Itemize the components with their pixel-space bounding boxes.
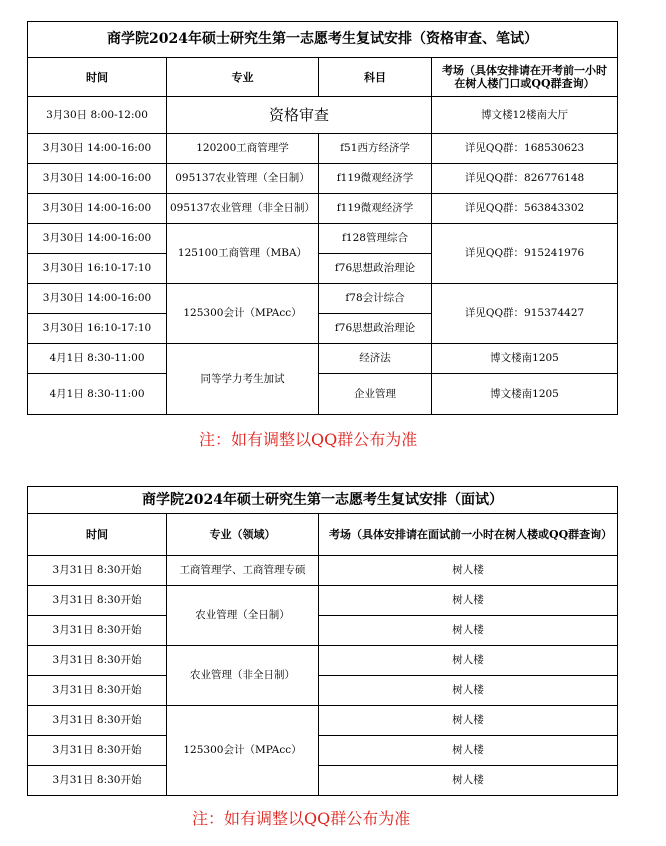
time-cell: 3月31日 8:30开始 xyxy=(28,616,167,646)
time-cell: 3月30日 14:00-16:00 xyxy=(28,284,167,314)
time-cell: 3月30日 14:00-16:00 xyxy=(28,164,167,194)
time-cell: 3月31日 8:30开始 xyxy=(28,766,167,796)
venue-cell: 树人楼 xyxy=(319,706,618,736)
time-cell: 3月31日 8:30开始 xyxy=(28,736,167,766)
major-cell: 095137农业管理（非全日制） xyxy=(167,194,319,224)
major-cell: 095137农业管理（全日制） xyxy=(167,164,319,194)
venue-cell: 树人楼 xyxy=(319,646,618,676)
major-cell: 农业管理（全日制） xyxy=(167,586,319,646)
subject-cell: 企业管理 xyxy=(319,374,432,415)
header-venue: 考场（具体安排请在开考前一小时在树人楼门口或QQ群查询） xyxy=(432,58,618,97)
written-exam-schedule-table xyxy=(27,21,618,415)
time-cell: 3月31日 8:30开始 xyxy=(28,676,167,706)
header-subject: 科目 xyxy=(319,58,432,97)
major-cell: 125300会计（MPAcc） xyxy=(167,284,319,344)
time-cell: 3月30日 8:00-12:00 xyxy=(28,97,167,134)
table-row xyxy=(28,374,618,415)
header-venue: 考场（具体安排请在面试前一小时在树人楼或QQ群查询） xyxy=(319,514,618,556)
table-row xyxy=(28,766,618,796)
subject-cell: f119微观经济学 xyxy=(319,164,432,194)
venue-cell: 详见QQ群：563843302 xyxy=(432,194,618,224)
time-cell: 3月30日 16:10-17:10 xyxy=(28,314,167,344)
table-row xyxy=(28,676,618,706)
time-cell: 3月31日 8:30开始 xyxy=(28,586,167,616)
venue-cell: 树人楼 xyxy=(319,616,618,646)
time-cell: 3月31日 8:30开始 xyxy=(28,706,167,736)
subject-cell: f76思想政治理论 xyxy=(319,314,432,344)
major-cell: 同等学力考生加试 xyxy=(167,344,319,415)
table-row xyxy=(28,134,618,164)
major-cell: 工商管理学、工商管理专硕 xyxy=(167,556,319,586)
venue-cell: 树人楼 xyxy=(319,736,618,766)
adjustment-note: 注：如有调整以QQ群公布为准 xyxy=(192,809,411,828)
table-row xyxy=(28,97,618,134)
table-title: 商学院2024年硕士研究生第一志愿考生复试安排（面试） xyxy=(28,487,618,514)
venue-cell: 树人楼 xyxy=(319,556,618,586)
table-row xyxy=(28,706,618,736)
venue-cell: 树人楼 xyxy=(319,676,618,706)
subject-cell: f51西方经济学 xyxy=(319,134,432,164)
venue-cell: 博文楼南1205 xyxy=(432,344,618,374)
table-row xyxy=(28,164,618,194)
time-cell: 3月31日 8:30开始 xyxy=(28,646,167,676)
header-major: 专业 xyxy=(167,58,319,97)
table-row xyxy=(28,556,618,586)
major-cell: 125300会计（MPAcc） xyxy=(167,706,319,796)
table-row xyxy=(28,344,618,374)
table-row xyxy=(28,736,618,766)
header-time: 时间 xyxy=(28,514,167,556)
adjustment-note: 注：如有调整以QQ群公布为准 xyxy=(199,430,418,449)
time-cell: 4月1日 8:30-11:00 xyxy=(28,374,167,415)
table-title: 商学院2024年硕士研究生第一志愿考生复试安排（资格审查、笔试） xyxy=(28,22,618,58)
venue-cell: 树人楼 xyxy=(319,586,618,616)
venue-cell: 博文楼南1205 xyxy=(432,374,618,415)
time-cell: 4月1日 8:30-11:00 xyxy=(28,344,167,374)
subject-cell: f78会计综合 xyxy=(319,284,432,314)
subject-cell: 经济法 xyxy=(319,344,432,374)
subject-cell: f128管理综合 xyxy=(319,224,432,254)
time-cell: 3月30日 14:00-16:00 xyxy=(28,134,167,164)
major-cell: 125100工商管理（MBA） xyxy=(167,224,319,284)
time-cell: 3月30日 16:10-17:10 xyxy=(28,254,167,284)
interview-schedule-table xyxy=(27,486,618,796)
table-row xyxy=(28,586,618,616)
venue-cell: 详见QQ群：915374427 xyxy=(432,284,618,344)
header-major: 专业（领域） xyxy=(167,514,319,556)
major-cell: 农业管理（非全日制） xyxy=(167,646,319,706)
table-row xyxy=(28,646,618,676)
venue-cell: 详见QQ群：168530623 xyxy=(432,134,618,164)
major-cell: 120200工商管理学 xyxy=(167,134,319,164)
table-row xyxy=(28,284,618,314)
time-cell: 3月31日 8:30开始 xyxy=(28,556,167,586)
table-row xyxy=(28,224,618,254)
table-row xyxy=(28,616,618,646)
venue-cell: 树人楼 xyxy=(319,766,618,796)
subject-cell: f76思想政治理论 xyxy=(319,254,432,284)
time-cell: 3月30日 14:00-16:00 xyxy=(28,194,167,224)
qualification-review-cell: 资格审查 xyxy=(167,97,432,134)
time-cell: 3月30日 14:00-16:00 xyxy=(28,224,167,254)
subject-cell: f119微观经济学 xyxy=(319,194,432,224)
table-row xyxy=(28,194,618,224)
venue-cell: 详见QQ群：826776148 xyxy=(432,164,618,194)
venue-cell: 详见QQ群：915241976 xyxy=(432,224,618,284)
venue-cell: 博文楼12楼南大厅 xyxy=(432,97,618,134)
header-time: 时间 xyxy=(28,58,167,97)
